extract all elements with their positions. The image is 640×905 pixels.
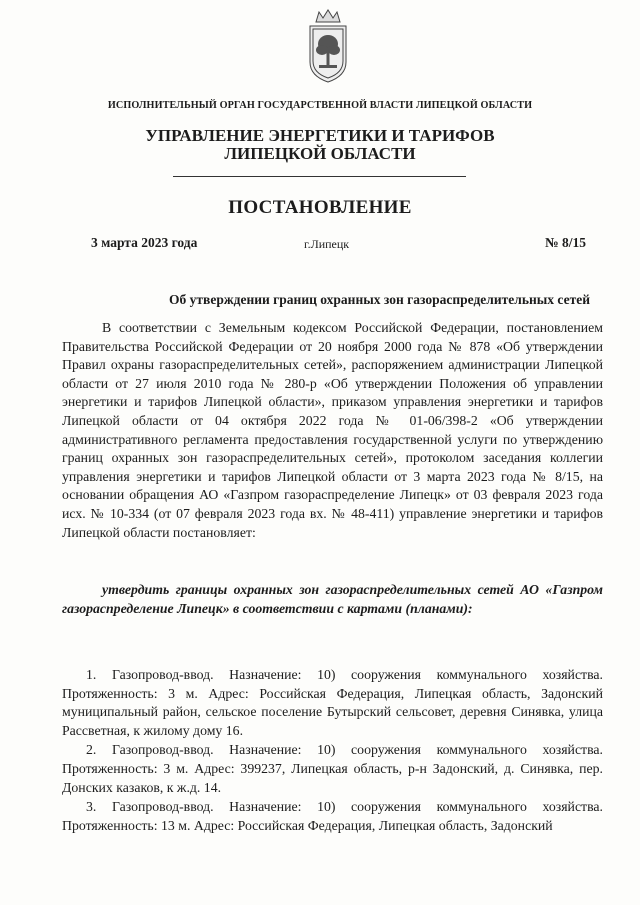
issuing-authority: ИСПОЛНИТЕЛЬНЫЙ ОРГАН ГОСУДАРСТВЕННОЙ ВЛАСТИ ЛИПЕЦКОЙ ОБЛАСТИ (107, 100, 533, 111)
document-city: г.Липецк (304, 237, 350, 251)
resolution-paragraph: утвердить границы охранных зон газораспределительных сетей АО «Газпром газораспределение Липецк» в соответствии с картами (планами): (62, 582, 603, 616)
department-name-line1: УПРАВЛЕНИЕ ЭНЕРГЕТИКИ И ТАРИФОВ (145, 126, 495, 145)
intro-section (62, 319, 603, 542)
intro-paragraph: В соответствии с Земельным кодексом Российской Федерации, постановлением Правительства Российской Федерации от 20 ноября 2000 года № 878 «Об утверждении Правил охраны газораспределительных сетей», распоряжением администрации Липецкой области от 27 июля 2010 года № 280-р «Об утверждении Положения об управлении энергетики и тарифов Липецкой области», приказом управления энергетики и тарифов Липецкой области от 04 октября 2022 года № 01-06/398-2 «Об утверждении административного регламента предоставления государственной услуги по утверждению границ охранных зон газораспределительных сетей», протоколом заседания коллегии управления энергетики и тарифов Липецкой области от 3 марта 2023 года № 8/15, на основании обращения АО «Газпром газораспределение Липецк» от 03 февраля 2023 года исх. № 10-334 (от 07 февраля 2023 года вх. № 48-411) управление энергетики и тарифов Липецкой области постановляет: (62, 320, 603, 540)
document-number: № 8/15 (545, 235, 586, 250)
items-list (62, 666, 603, 835)
header-divider (173, 176, 466, 177)
document-type-title: ПОСТАНОВЛЕНИЕ (228, 197, 412, 218)
resolution-section (62, 581, 603, 618)
list-item: 2. Газопровод-ввод. Назначение: 10) сооружения коммунального хозяйства. Протяженность: 3 м. Адрес: 399237, Липецкая область, р-н Задонский, д. Синявка, пер. Донских казаков, к ж.д. 14. (62, 742, 603, 795)
department-name-line2: ЛИПЕЦКОЙ ОБЛАСТИ (224, 144, 416, 163)
document-date: 3 марта 2023 года (91, 235, 198, 250)
list-item: 3. Газопровод-ввод. Назначение: 10) сооружения коммунального хозяйства. Протяженность: 13 м. Адрес: Российская Федерация, Липецкая область, Задонский (62, 799, 603, 833)
list-item: 1. Газопровод-ввод. Назначение: 10) сооружения коммунального хозяйства. Протяженность: 3 м. Адрес: Российская Федерация, Липецкая область, Задонский муниципальный район, сельское поселение Бутырский сельсовет, деревня Синявка, улица Рассветная, к жилому дому 16. (62, 667, 603, 738)
document-subject: Об утверждении границ охранных зон газораспределительных сетей (169, 292, 590, 307)
coat-of-arms-emblem (302, 8, 354, 84)
